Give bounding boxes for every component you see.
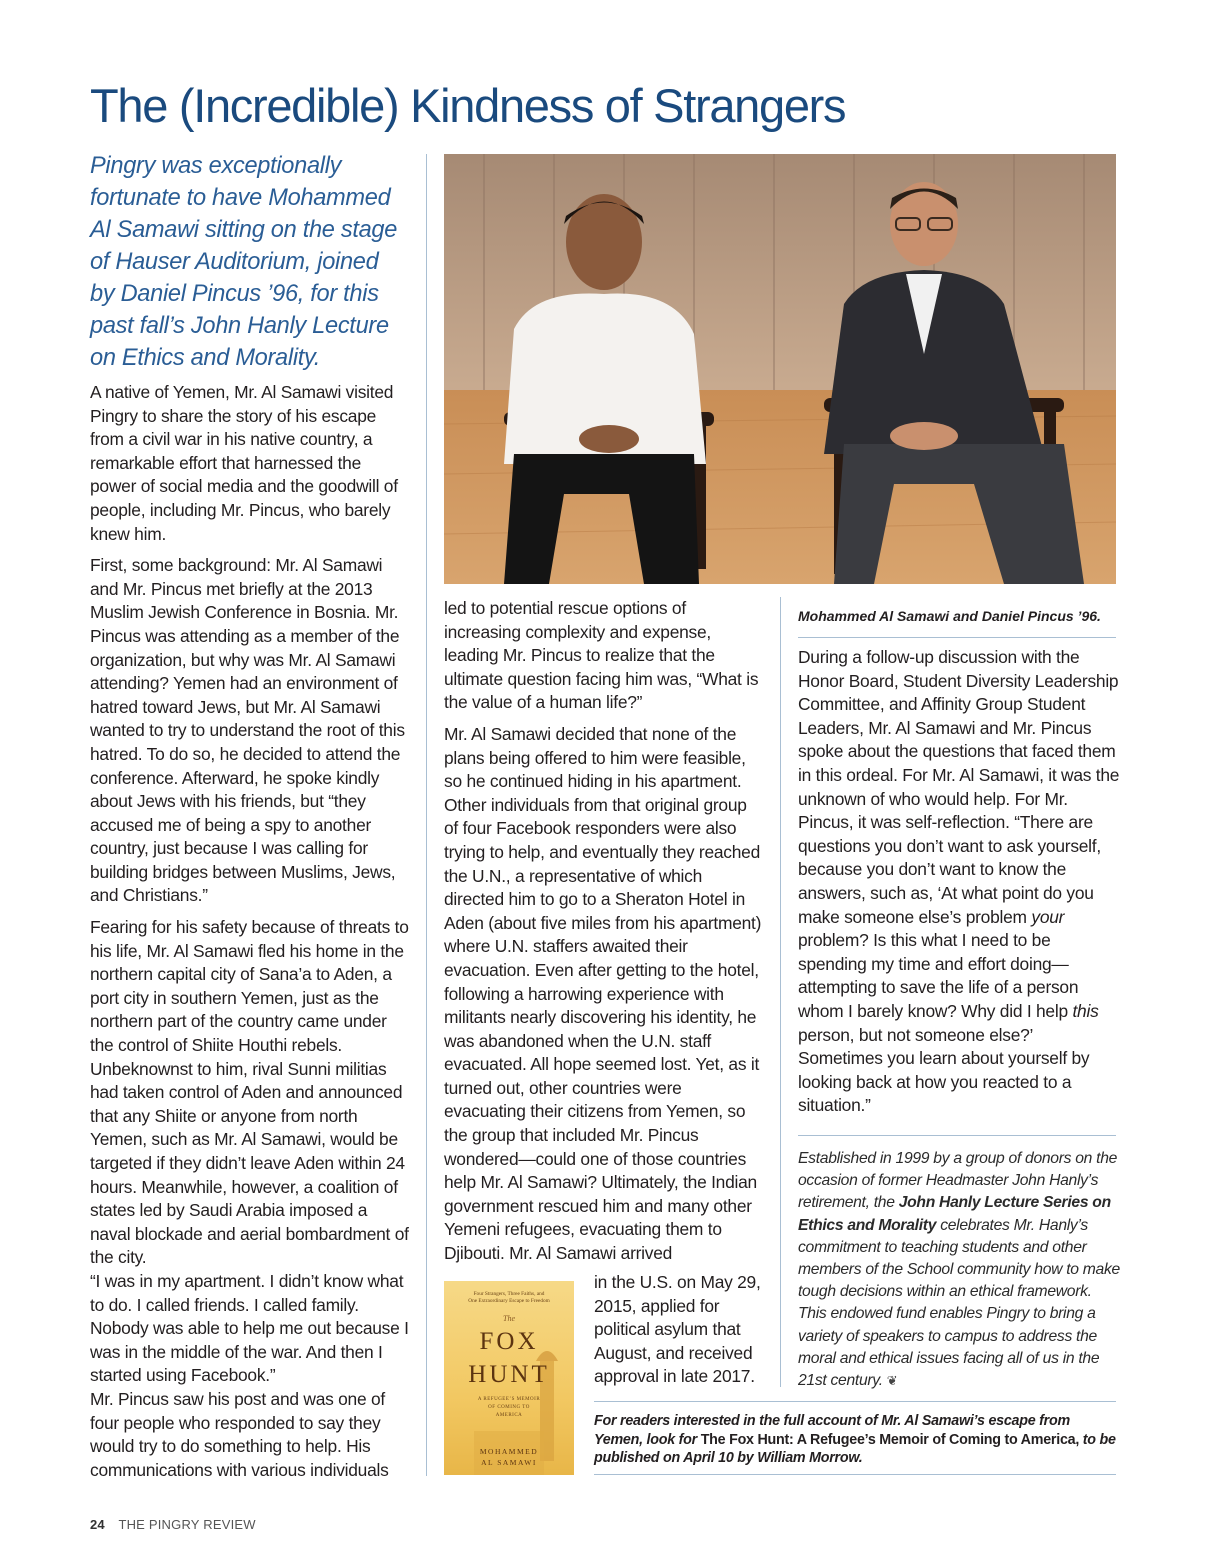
book-subtitle-2: OF COMING TO [488, 1405, 530, 1410]
page-footer [90, 1517, 256, 1532]
sidebar-rule-top [798, 1135, 1116, 1136]
col2-paragraph-3: in the U.S. on May 29, 2015, applied for political asylum that August, and received approval in late 2017. [594, 1272, 761, 1387]
article-title: The (Incredible) Kindness of Strangers [90, 79, 846, 132]
book-tagline-1: Four Strangers, Three Faiths, and [473, 1291, 545, 1297]
column-2 [444, 597, 764, 1266]
book-subtitle-3: AMERICA [495, 1413, 523, 1418]
book-cover-image [444, 1281, 574, 1475]
col2-wrap-text [594, 1271, 762, 1389]
article-lede: Pingry was exceptionally fortunate to have Mohammed Al Samawi sitting on the stage of Hauser Auditorium, joined by Daniel Pincus ’96, for this past fall’s John Hanly Lecture on Ethics and Morality. [90, 153, 398, 371]
column-3 [798, 646, 1120, 1118]
note-rule-top [594, 1401, 1116, 1402]
column-divider-2 [780, 597, 781, 1387]
publication-name: THE PINGRY REVIEW [118, 1517, 256, 1532]
book-title-hunt: HUNT [468, 1361, 550, 1388]
col1-paragraph-4: “I was in my apartment. I didn’t know what to do. I called friends. I called family. Nobody was able to help me out because I was in the middle of the war. And then I started using Facebook.” [90, 1270, 409, 1386]
column-divider-1 [426, 154, 427, 1476]
col3-paragraph-1: During a follow-up discussion with the Honor Board, Student Diversity Leadership Committee, and Affinity Group Student Leaders, Mr. Al Samawi and Mr. Pincus spoke about the questions that faced them in this ordeal. For Mr. Al Samawi, it was the unknown of who would help. For Mr. Pincus, it was self-reflection. “There are questions you don’t want to ask yourself, because you don’t want to know the answers, such as, ‘At what point do you make someone else’s problem your problem? Is this what I need to be spending my time and effort doing—attempting to save the life of a person whom I barely know? Why did I help this person, but not someone else?’ Sometimes you learn about yourself by looking back at how you reacted to a situation.” [798, 647, 1120, 1116]
page-number: 24 [90, 1517, 105, 1532]
note-rule-bottom [594, 1474, 1116, 1475]
col2-paragraph-2: Mr. Al Samawi decided that none of the plans being offered to him were feasible, so he continued hiding in his apartment. Other individuals from that original group of four Facebook responders were also trying to help, and eventually they reached the U.N., a representative of which directed him to go to a Sheraton Hotel in Aden (about five miles from his apartment) where U.N. staffers awaited their evacuation. Even after getting to the hotel, following a harrowing experience with militants nearly discovering his identity, he was abandoned when the U.N. staff evacuated. All hope seemed lost. Yet, as it turned out, other countries were evacuating their citizens from Yemen, so the group that included Mr. Pincus wondered—could one of those countries help Mr. Al Samawi? Ultimately, the Indian government rescued him and many other Yemeni refugees, evacuating them to Djibouti. Mr. Al Samawi arrived [444, 723, 762, 1264]
col2-paragraph-1: led to potential rescue options of increasing complexity and expense, leading Mr. Pincus to realize that the ultimate question facing him was, “What is the value of a human life?” [444, 598, 759, 713]
event-photo [444, 154, 1116, 584]
book-the: The [503, 1314, 515, 1323]
book-title-fox: FOX [479, 1328, 539, 1355]
col1-paragraph-3: Fearing for his safety because of threats to his life, Mr. Al Samawi fled his home in the northern capital city of Sana’a to Aden, a port city in southern Yemen, just as the northern part of the country came under the control of Shiite Houthi rebels. Unbeknownst to him, rival Sunni militias had taken control of Aden and announced that any Shiite or anyone from north Yemen, such as Mr. Al Samawi, would be targeted if they didn’t leave Aden within 24 hours. Meanwhile, however, a coalition of states led by Saudi Arabia imposed a naval blockade and aerial bombardment of the city. [90, 917, 409, 1268]
col1-paragraph-5: Mr. Pincus saw his post and was one of four people who responded to say they would try to do something to help. His communications with various individuals [90, 1388, 389, 1480]
book-subtitle-1: A REFUGEE’S MEMOIR [477, 1397, 541, 1402]
end-mark-icon: ❦ [886, 1373, 898, 1389]
book-author-2: AL SAMAWI [481, 1458, 537, 1467]
book-author-1: MOHAMMED [479, 1447, 539, 1456]
col1-paragraph-1: A native of Yemen, Mr. Al Samawi visited Pingry to share the story of his escape from a civil war in his native country, a remarkable effort that harnessed the power of social media and the goodwill of people, including Mr. Pincus, who barely knew him. [90, 382, 398, 544]
book-tagline-2: One Extraordinary Escape to Freedom [468, 1298, 550, 1304]
column-1 [90, 381, 410, 1482]
lecture-series-sidebar: Established in 1999 by a group of donors on the occasion of former Headmaster John Hanly’s retirement, the John Hanly Lecture Series on Ethics and Morality celebrates Mr. Hanly’s commitment to teaching students and other members of the School community how to make tough decisions within an ethical framework. This endowed fund enables Pingry to bring a variety of speakers to campus to address the moral and ethical issues facing all of us in the 21st century. ❦ [798, 1148, 1120, 1392]
book-note: For readers interested in the full account of Mr. Al Samawi’s escape from Yemen, look for The Fox Hunt: A Refugee’s Memoir of Coming to America, to be published on April 10 by William Morrow. [594, 1413, 1116, 1467]
caption-rule [798, 637, 1116, 638]
col1-paragraph-2: First, some background: Mr. Al Samawi and Mr. Pincus met briefly at the 2013 Muslim Jewish Conference in Bosnia. Mr. Pincus was attending as a member of the organization, but why was Mr. Al Samawi attending? Yemen had an environment of hatred toward Jews, but Mr. Al Samawi wanted to try to understand the root of this hatred. To do so, he decided to attend the conference. Afterward, he spoke kindly about Jews with his friends, but “they accused me of being a spy to another country, just because I was calling for building bridges between Muslims, Jews, and Christians.” [90, 555, 405, 906]
photo-caption: Mohammed Al Samawi and Daniel Pincus ’96. [798, 608, 1101, 624]
